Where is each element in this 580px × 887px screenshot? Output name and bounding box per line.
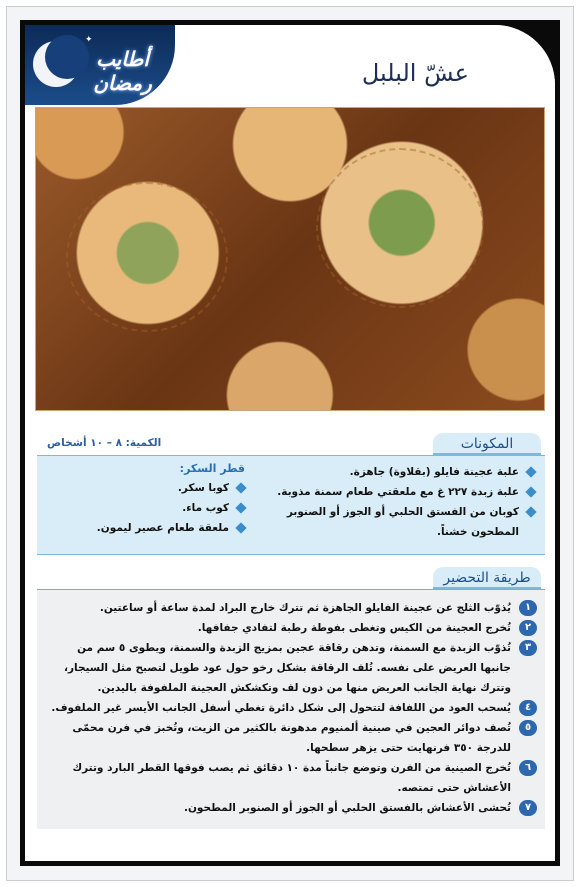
step-number: ٥	[519, 720, 537, 736]
bullet-icon	[525, 506, 536, 517]
list-item: ملعقة طعام عصير ليمون.	[65, 518, 245, 538]
list-item: علبة عجينة فايلو (بقلاوة) جاهزة.	[257, 462, 535, 482]
bullet-icon	[525, 486, 536, 497]
step-item: ٣ تُذوّب الزبدة مع السمنة، وتدهن رقاقة عجين بمزيج الزبدة والسمنة، ويطوى ٥ سم من جانبها العريض على نفسه. تُلف الرقاقة بشكل رخو حول عود طويل لتصبح مثل السيجار، وتترك نهاية الجانب العريض منها من دون لف وتكشكش العجينة الملفوفة باليدين.	[43, 638, 537, 698]
bullet-icon	[525, 466, 536, 477]
step-item: ١ يُذوّب الثلج عن عجينة الفايلو الجاهزة ثم تترك خارج البراد لمدة ساعة أو ساعتين.	[43, 598, 537, 618]
step-item: ٧ تُحشى الأعشاش بالفستق الحلبي أو الجوز أو الصنوبر المطحون.	[43, 798, 537, 818]
step-item: ٦ تُخرج الصينية من الفرن وتوضع جانباً مدة ١٠ دقائق ثم يصب فوقها القطر البارد وتترك الأعشاش حتى تمتصه.	[43, 758, 537, 798]
step-number: ٢	[519, 620, 537, 636]
logo	[25, 25, 175, 105]
recipe-photo	[35, 107, 545, 411]
list-item: علبة زبدة ٢٢٧ غ مع ملعقتي طعام سمنة مذوبة.	[257, 482, 535, 502]
star-icon: ✦	[85, 35, 93, 45]
quantity-text: الكمية: ٨ – ١٠ أشخاص	[47, 437, 162, 449]
recipe-card-inner	[25, 25, 555, 861]
step-item: ٥ تُصف دوائر العجين في صينية ألمنيوم مدهونة بالكثير من الزيت، وتُخبز في فرن محمّى للدرجة ٣٥٠ فرنهايت حتى يزهر سطحها.	[43, 718, 537, 758]
step-number: ٣	[519, 640, 537, 656]
bullet-icon	[235, 482, 246, 493]
footer-strip	[25, 845, 555, 861]
logo-text: أطايب رمضان	[93, 47, 152, 95]
star-icon: ✦	[157, 87, 165, 97]
step-number: ١	[519, 600, 537, 616]
bullet-icon	[235, 522, 246, 533]
step-number: ٤	[519, 700, 537, 716]
syrup-heading: قطر السكر:	[179, 462, 245, 475]
ingredients-list	[257, 462, 535, 542]
step-item: ٤ يُسحب العود من اللفافة لتتحول إلى شكل دائرة تغطي أسفل الجانب الأيسر غير الملفوف.	[43, 698, 537, 718]
step-item: ٢ تُخرج العجينة من الكيس وتغطى بفوطة رطبة لتفادي جفافها.	[43, 618, 537, 638]
list-item: كوبا سكر.	[65, 478, 245, 498]
header	[25, 25, 555, 115]
ingredients-box	[37, 455, 545, 555]
ingredients-heading: المكونات	[433, 433, 541, 455]
bullet-icon	[235, 502, 246, 513]
syrup-list	[65, 462, 245, 538]
recipe-title: عشّ البلبل	[361, 59, 469, 87]
step-number: ٦	[519, 760, 537, 776]
method-box	[37, 589, 545, 829]
list-item: كوبان من الفستق الحلبي أو الجوز أو الصنوبر المطحون خشناً.	[257, 502, 535, 542]
step-number: ٧	[519, 800, 537, 816]
steps-list	[43, 598, 537, 818]
list-item: كوب ماء.	[65, 498, 245, 518]
recipe-card	[20, 20, 560, 866]
method-heading: طريقة التحضير	[433, 567, 541, 589]
